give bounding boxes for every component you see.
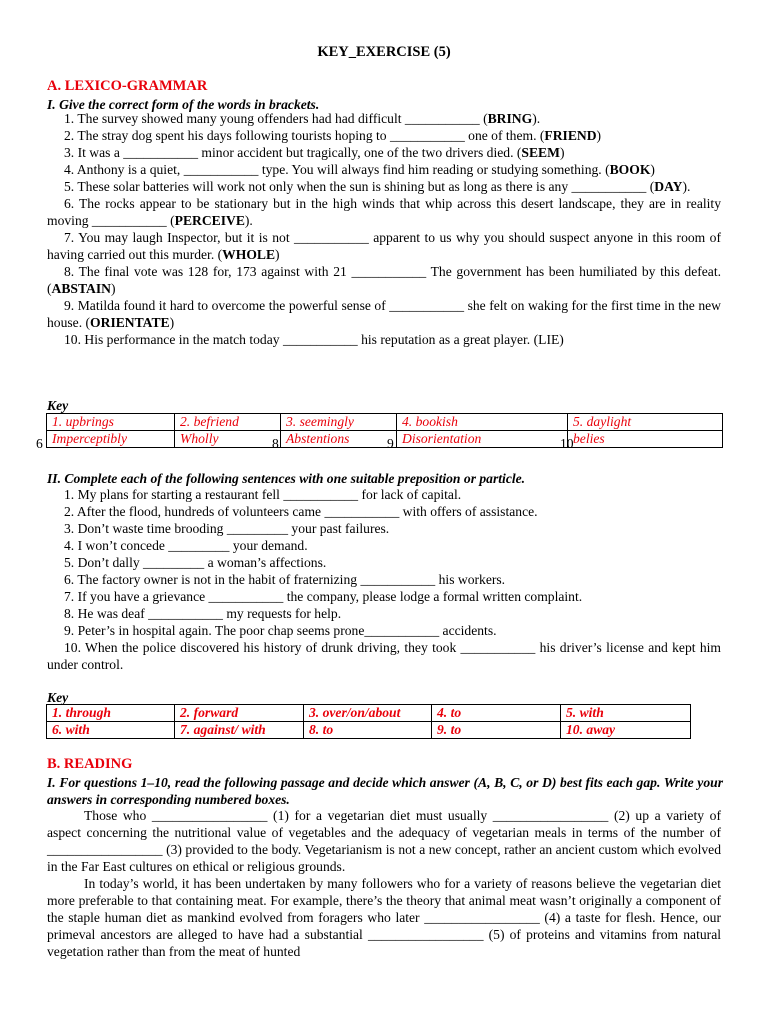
exercise-item [47, 331, 721, 348]
bracket-word: DAY [654, 179, 683, 194]
bracket-word: SEEM [521, 145, 560, 160]
part2-key-label: Key [47, 690, 69, 705]
exercise-item [47, 195, 721, 229]
part2-key-table [46, 704, 691, 739]
key-answer: Imperceptibly [47, 431, 175, 448]
item-text: 4. Anthony is a quiet, ___________ type. You will always find him reading or studying something. ( [64, 162, 610, 177]
exercise-item [47, 144, 721, 161]
key-row-prefix: 8 [272, 436, 279, 451]
item-text: 5. These solar batteries will work not only when the sun is shining but as long as there is any ___________ ( [64, 179, 655, 194]
key-answer: 5. daylight [568, 414, 723, 431]
key-row [47, 431, 723, 448]
key-answer: Abstentions [281, 431, 397, 448]
section-a-heading: A. LEXICO-GRAMMAR [47, 78, 208, 94]
key-answer: 8. to [304, 722, 432, 739]
key-answer: 4. bookish [397, 414, 568, 431]
exercise-item [47, 178, 721, 195]
part1-items [47, 110, 721, 348]
bracket-word: BRING [487, 111, 533, 126]
exercise-item: 4. I won’t concede _________ your demand. [64, 538, 308, 553]
item-tail: ). [682, 179, 691, 194]
bracket-word: BOOK [609, 162, 651, 177]
part1-key-label: Key [47, 398, 69, 413]
key-answer: 10. away [561, 722, 691, 739]
exercise-item [47, 127, 721, 144]
key-answer: 1. through [47, 705, 175, 722]
item-tail: ). [244, 213, 253, 228]
key-row [47, 414, 723, 431]
key-answer: 9. to [432, 722, 561, 739]
exercise-item: 2. After the flood, hundreds of volunteers came ___________ with offers of assistance. [64, 504, 538, 519]
key-row-prefix: 10 [560, 436, 574, 451]
exercise-item: 3. Don’t waste time brooding _________ your past failures. [64, 521, 390, 536]
bracket-word: ABSTAIN [51, 281, 111, 296]
key-answer: 2. forward [175, 705, 304, 722]
exercise-item: 7. If you have a grievance ___________ the company, please lodge a formal written complaint. [64, 589, 583, 604]
exercise-item: 10. When the police discovered his history of drunk driving, they took ___________ his driver’s license and kept him under control. [47, 640, 721, 672]
exercise-item [47, 110, 721, 127]
item-text: 3. It was a ___________ minor accident but tragically, one of the two drivers died. ( [64, 145, 522, 160]
item-tail: ) [275, 247, 280, 262]
key-answer: 4. to [432, 705, 561, 722]
reading-passage [47, 807, 721, 960]
exercise-item: 5. Don’t dally _________ a woman’s affections. [64, 555, 327, 570]
key-answer: Disorientation [397, 431, 568, 448]
part1-key-table [46, 413, 723, 448]
document-title: KEY_EXERCISE (5) [317, 44, 451, 60]
exercise-item [47, 161, 721, 178]
reading-paragraph: Those who _________________ (1) for a vegetarian diet must usually _________________ (2) up a variety of aspect concerning the nutritional value of vegetables and the adequacy of vegetarian meals in terms of the number of _________________ (3) provided to the body. Vegetarianism is not a new concept, rather an ancient custom which evolved in the Far East cultures on ethical or religious grounds. [47, 808, 721, 874]
bracket-word: ORIENTATE [90, 315, 170, 330]
key-answer: 3. seemingly [281, 414, 397, 431]
exercise-item: 6. The factory owner is not in the habit of fraternizing ___________ his workers. [64, 572, 506, 587]
exercise-item: 8. He was deaf ___________ my requests for help. [64, 606, 342, 621]
bracket-word: PERCEIVE [174, 213, 245, 228]
exercise-item [47, 297, 721, 331]
part1-instruction: I. Give the correct form of the words in brackets. [47, 97, 320, 112]
exercise-item: 1. My plans for starting a restaurant fell ___________ for lack of capital. [64, 487, 462, 502]
key-answer: 7. against/ with [175, 722, 304, 739]
bracket-word: WHOLE [222, 247, 276, 262]
key-row [47, 705, 691, 722]
key-answer: 3. over/on/about [304, 705, 432, 722]
key-answer: belies [568, 431, 723, 448]
key-row-prefix: 6 [36, 436, 43, 451]
key-row [47, 722, 691, 739]
key-answer: 5. with [561, 705, 691, 722]
section-b-heading: B. READING [47, 756, 133, 772]
key-answer: 1. upbrings [47, 414, 175, 431]
key-answer: Wholly [175, 431, 281, 448]
item-text: 6. The rocks appear to be stationary but in the high winds that whip across this desert landscape, they are in reality moving ___________ ( [47, 196, 721, 228]
key-answer: 2. befriend [175, 414, 281, 431]
item-tail: ) [110, 281, 116, 296]
item-tail: ). [532, 111, 541, 126]
key-answer: 6. with [47, 722, 175, 739]
reading-instruction: I. For questions 1–10, read the following passage and decide which answer (A, B, C, or D) best fits each gap. Write your answers in corresponding numbered boxes. [47, 775, 723, 807]
exercise-item [47, 263, 721, 297]
item-tail: ) [650, 162, 655, 177]
item-text: 10. His performance in the match today ___________ his reputation as a great player. (LIE) [64, 332, 564, 347]
reading-paragraph: In today’s world, it has been undertaken by many followers who for a variety of reasons believe the vegetarian diet more preferable to that containing meat. For example, there’s the theory that animal meat wasn’t originally a component of the staple human diet as mankind evolved from foragers who later _________________ (4) a taste for flesh. Hence, our primeval ancestors are alleged to have had a substantial _________________ (5) of proteins and vitamins from natural vegetation rather than from the meat of hunted [47, 876, 721, 959]
item-text: 1. The survey showed many young offenders had had difficult ___________ ( [64, 111, 488, 126]
item-text: 2. The stray dog spent his days following tourists hoping to ___________ one of them. ( [64, 128, 545, 143]
key-row-prefix: 9 [387, 436, 394, 451]
item-text: 7. You may laugh Inspector, but it is not ___________ apparent to us why you should suspect anyone in this room of having carried out this murder. ( [47, 230, 721, 262]
part2-instruction: II. Complete each of the following sentences with one suitable preposition or particle. [47, 471, 526, 486]
exercise-item: 9. Peter’s in hospital again. The poor chap seems prone___________ accidents. [64, 623, 497, 638]
exercise-item [47, 229, 721, 263]
item-tail: ) [559, 145, 565, 160]
item-tail: ) [596, 128, 602, 143]
item-text: 8. The final vote was 128 for, 173 against with 21 ___________ The government has been humiliated by this defeat. ( [47, 264, 721, 296]
item-text: 9. Matilda found it hard to overcome the powerful sense of ___________ she felt on waking for the first time in the new house. ( [47, 298, 721, 330]
part2-items [47, 486, 721, 673]
item-tail: ) [169, 315, 175, 330]
bracket-word: FRIEND [544, 128, 597, 143]
